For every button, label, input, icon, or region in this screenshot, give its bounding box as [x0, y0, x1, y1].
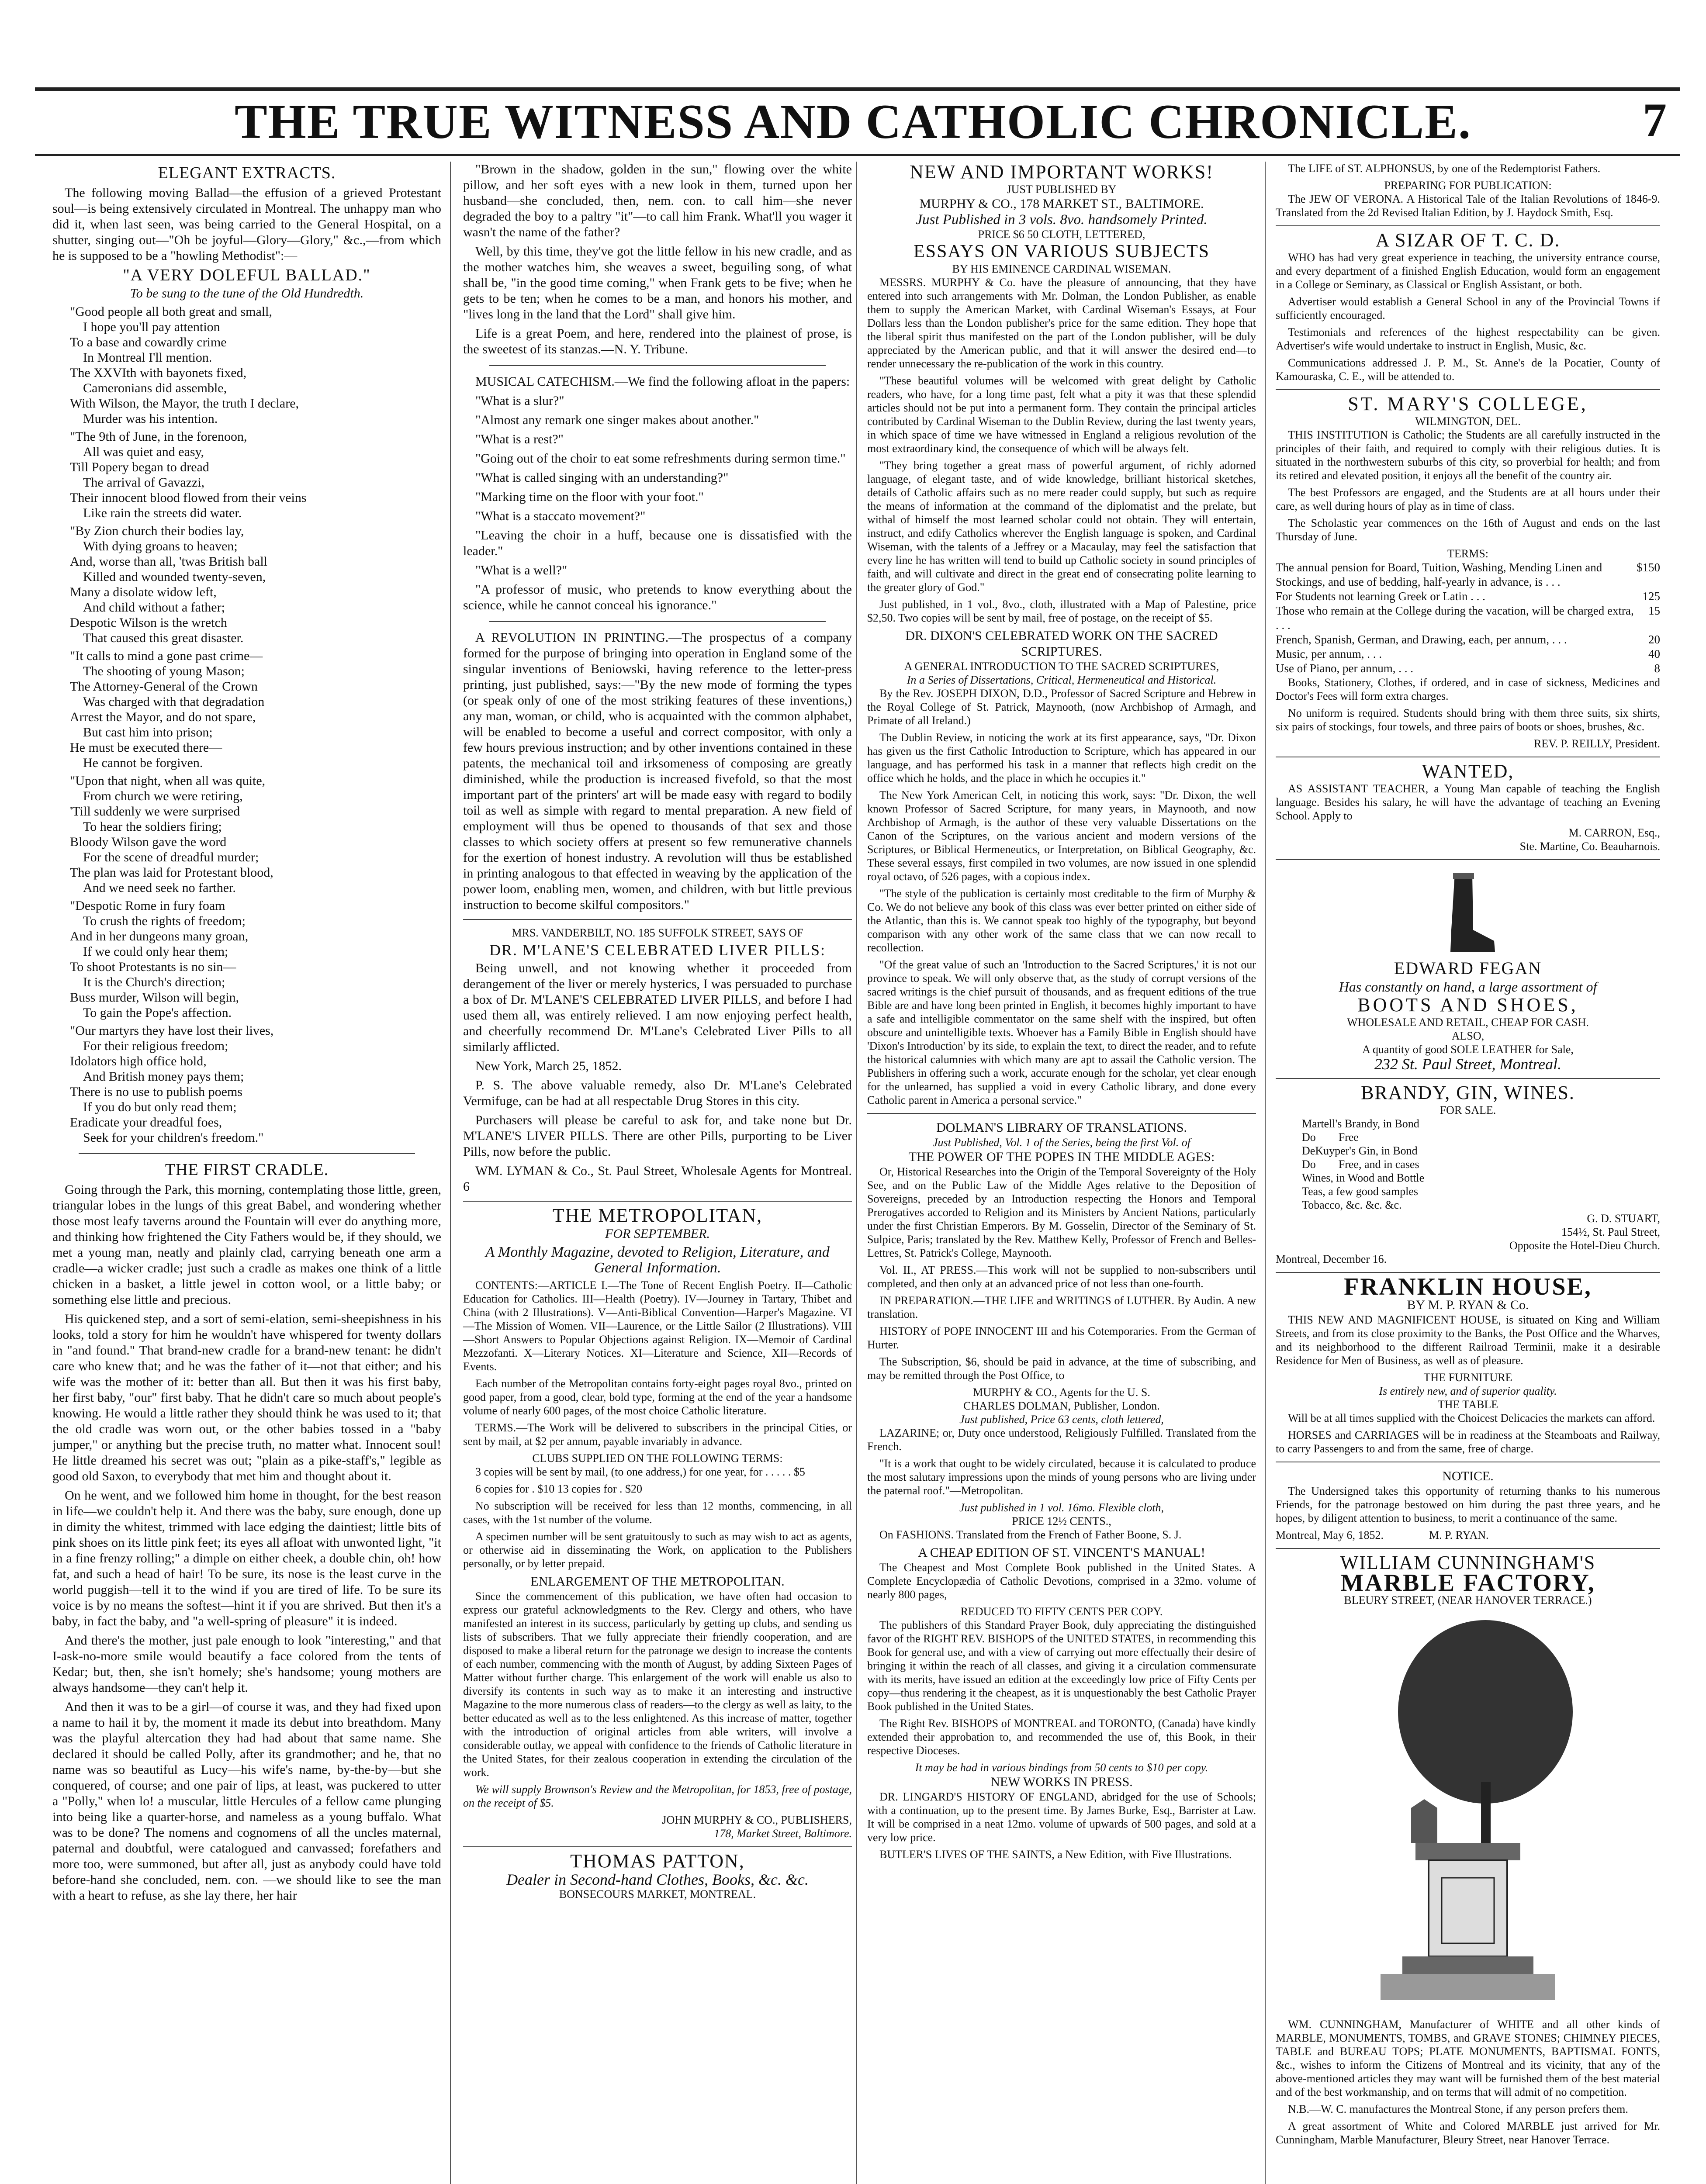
article-paragraph: MESSRS. MURPHY & Co. have the pleasure of announcing, that they have entered into such arrangements with Mr. Dolman, the London Publisher, as enable them to supply the American Market, with Cardinal Wiseman's Essays, at Four Dollars less than the London publisher's price for the same edition. They hope that the liberal spirit thus manifested on the part of the London publisher, will be duly appreciated by the American public, and that it will answer the desired end—to render unnecessary the re-publication of the work in this country. — [867, 276, 1256, 370]
article-paragraph: No subscription will be received for less than 12 months, commencing, in all cases, with the 1st number of the volume. — [463, 1500, 852, 1526]
divider — [1276, 389, 1660, 390]
ballad-line: 'Till suddenly we were surprised — [70, 804, 240, 819]
article-paragraph: The Right Rev. BISHOPS of MONTREAL and TORONTO, (Canada) have kindly extended their approbation to, and recommended the use of, this Book, in their respective Dioceses. — [867, 1717, 1256, 1757]
article-paragraph: And there's the mother, just pale enough to look "interesting," and that I-ask-no-more smile would beautify a face colored from the tents of Kedar; but, then, she isn't homely; she's handsome; young mothers are always handsome—they can't help it. — [52, 1633, 441, 1695]
article-paragraph: BUTLER'S LIVES OF THE SAINTS, a New Edition, with Five Illustrations. — [879, 1848, 1232, 1861]
article-paragraph: "The style of the publication is certainly most creditable to the firm of Murphy & Co. We do not believe any book of this class was ever better printed on either side of the Atlantic, than this is. We cannot speak too highly of the typography, but beyond comparison with any other work of the same class that we can now recall to recollection. — [867, 887, 1256, 954]
ballad-line: To gain the Pope's affection. — [83, 1006, 232, 1020]
ad-title: NEW WORKS IN PRESS. — [990, 1775, 1133, 1789]
ballad-line: "Upon that night, when all was quite, — [70, 774, 266, 788]
article-paragraph: P. S. The above valuable remedy, also Dr. M'Lane's Celebrated Vermifuge, can be had at all respectable Drug Stores in this city. — [463, 1078, 852, 1108]
divider — [463, 1201, 852, 1202]
terms-row — [1276, 632, 1660, 647]
ad-address: 232 St. Paul Street, Montreal. — [1374, 1055, 1562, 1073]
ballad-line: To crush the rights of freedom; — [83, 914, 246, 928]
article-paragraph: CONTENTS:—ARTICLE I.—The Tone of Recent English Poetry. II—Catholic Education for Catholics. III—Health (Poetry). IV—Journey in Tartary, Thibet and China (with 2 Illustrations). V—Anti-Biblical Convention—Harper's Magazine. VI—The Mission of Women. VII—Laurence, or the Little Sailor (2 Illustrations). VIII—Short Answers to Popular Objections against Religion. IX—Memoir of Cardinal Mezzofanti. X—Literary Notices. XI—Literature and Science, XII—Records of Events. — [463, 1279, 852, 1373]
article-paragraph: WM. LYMAN & Co., St. Paul Street, Wholesale Agents for Montreal. 6 — [463, 1164, 852, 1194]
ballad-line: For the scene of dreadful murder; — [83, 850, 259, 864]
mclane-ad — [463, 961, 852, 1195]
ballad-line: Killed and wounded twenty-seven, — [83, 570, 266, 584]
publisher-address: 178, Market Street, Baltimore. — [714, 1827, 852, 1840]
ballad-line: But cast him into prison; — [83, 725, 213, 740]
ad-title: ST. MARY'S COLLEGE, — [1348, 393, 1588, 415]
article-paragraph: The LIFE of ST. ALPHONSUS, by one of the Redemptorist Fathers. — [1288, 162, 1601, 175]
column-2 — [463, 162, 852, 2184]
ballad-line: That caused this great disaster. — [83, 631, 244, 645]
article-paragraph: "Of the great value of such an 'Introduction to the Sacred Scriptures,' it is not our province to speak. We will only observe that, as the study of corrupt versions of the sacred writings is the chief pursuit of thousands, and as frequent editions of the true Bible are and have long been printed in English, it becomes highly important to have a safe and intelligible commentator on the same shelf with the inspired, but often obscure and unintelligible texts. Whoever has a Family Bible in English should have 'Dixon's Introduction' by its side, to explain the text, to direct the reader, and to refute the historical calumnies with which many are apt to assail the Catholic version. The Publishers in offering such a work, accurate enough for the scholar, yet clear enough for the unlearned, has supplied a void in every Catholic library, and done every Catholic parent in America a personal service." — [867, 958, 1256, 1106]
ballad-stanza — [70, 648, 441, 771]
ballad-stanza — [70, 523, 441, 646]
terms-row — [1276, 647, 1660, 661]
stmary-ad — [1276, 428, 1660, 543]
article-paragraph: The following moving Ballad—the effusion of a grieved Protestant soul—is being extensively circulated in Montreal. The unhappy man who did it, when last seen, was being carried to the General Hospital, on a shutter, singing out—"Oh be joyful—Glory—Glory," &c.,—from which he is supposed to be a "howling Methodist":— — [52, 186, 441, 263]
ballad-title: "A VERY DOLEFUL BALLAD." — [123, 266, 371, 284]
article-paragraph: We will supply Brownson's Review and the Metropolitan, for 1853, free of postage, on the receipt of $5. — [463, 1783, 852, 1809]
column-1 — [52, 162, 441, 2184]
ballad-line: The plan was laid for Protestant blood, — [70, 865, 273, 880]
cradle-article — [52, 1182, 441, 1904]
article-paragraph: 3 copies will be sent by mail, (to one address,) for one year, for . . . . . $5 — [475, 1465, 805, 1478]
ad-title: A CHEAP EDITION OF ST. VINCENT'S MANUAL! — [918, 1545, 1205, 1560]
page-number: 7 — [1643, 93, 1667, 147]
ballad-line: To a base and cowardly crime — [70, 335, 227, 349]
ad-subheading: THE TABLE — [1437, 1398, 1498, 1411]
ad-address: Ste. Martine, Co. Beauharnois. — [1519, 840, 1660, 853]
article-paragraph: The Undersigned takes this opportunity of returning thanks to his numerous Friends, for the patronage bestowed on him during the past three years, and he hopes, by diligent attention to business, to merit a continuance of the same. — [1276, 1485, 1660, 1524]
ad-signature: REV. P. REILLY, President. — [1534, 737, 1660, 750]
ad-title: DOLMAN'S LIBRARY OF TRANSLATIONS. — [936, 1120, 1187, 1135]
article-paragraph: Since the commencement of this publication, we have often had occasion to express our grateful acknowledgments to the Rev. Clergy and others, who have manifested an interest in its success, particularly by getting up clubs, and sending us lists of subscribers. That we fully appreciate their friendly cooperation, and are disposed to make a liberal return for the patronage we design to increase the contents of each number, commencing with the month of August, by adding Sixteen Pages of Matter without further charge. This enlargement of the work will enable us also to diversify its contents in such way as to make it an interesting and instructive Magazine to the more numerous class of readers—to the clergy as well as laity, to the better educated as well as to the less enlightened. As this increase of matter, together with the introduction of original articles from able writers, will involve a considerable outlay, we appeal with confidence to the friends of Catholic literature in the United States, for their zealous cooperation in extending the circulation of the work. — [463, 1590, 852, 1779]
ballad-line: And, worse than all, 'twas British ball — [70, 554, 268, 569]
terms-price: 40 — [1648, 647, 1660, 660]
article-paragraph: "They bring together a great mass of powerful argument, of richly adorned language, of elegant taste, and of wide knowledge, brilliant historical sketches, details of Catholic affairs such as no mere reader could supply, but such as require the means of information at the command of the diplomatist and the prelate, but withal of himself the most learned scholar could not obtain. They will entertain, instruct, and edify Catholics wherever the English language is spoken, and Cardinal Wiseman, with the talents of a Jeffrey or a Macaulay, may feel the satisfaction that every line he has written will tend to build up Catholic society in sound principles of faith, and will cultivate and direct in the great end of consecrating polite learning to the greater glory of God." — [867, 459, 1256, 594]
ad-subheading: CLUBS SUPPLIED ON THE FOLLOWING TERMS: — [532, 1452, 783, 1465]
ballad-line: Bloody Wilson gave the word — [70, 835, 227, 849]
ad-description: A Monthly Magazine, devoted to Religion, Literature, and General Information. — [485, 1244, 830, 1276]
metropolitan-ad — [463, 1377, 852, 1448]
article-paragraph: "Going out of the choir to eat some refreshments during sermon time." — [475, 451, 846, 466]
terms-price: 125 — [1642, 590, 1660, 603]
brandy-list — [1302, 1117, 1660, 1212]
ballad-line: If you do but only read them; — [83, 1100, 237, 1114]
ad-title: DR. M'LANE'S CELEBRATED LIVER PILLS: — [489, 941, 826, 959]
ballad-line: The arrival of Gavazzi, — [83, 475, 205, 490]
article-paragraph: Or, Historical Researches into the Origin of the Temporal Sovereignty of the Holy See, and on the Public Law of the Middle Ages relative to the Deposition of Sovereigns, preceded by an Introduction respecting the Honors and Temporal Prerogatives accorded to Religion and its Ministers by Ancient Nations, particularly under the first Christian Emperors. By M. Gosselin, Director of the Seminary of St. Sulpice, Paris; translated by the Rev. Matthew Kelly, Professor of French and Belles-Lettres, St. Patrick's College, Maynooth. — [867, 1165, 1256, 1259]
ballad-stanza — [70, 773, 441, 895]
brandy-item: Do Free — [1302, 1131, 1359, 1144]
ad-header: MRS. VANDERBILT, NO. 185 SUFFOLK STREET, SAYS OF — [512, 926, 803, 939]
terms-label: For Students not learning Greek or Latin . . . — [1276, 590, 1485, 603]
ballad-line: And British money pays them; — [83, 1069, 244, 1084]
article-paragraph: LAZARINE; or, Duty once understood, Religiously Fulfilled. Translated from the French. — [867, 1427, 1256, 1453]
article-paragraph: Books, Stationery, Clothes, if ordered, and in case of sickness, Medicines and Doctor's Fees will form extra charges. — [1276, 676, 1660, 702]
article-paragraph: "A professor of music, who pretends to know everything about the science, while he cannot conceal his ignorance." — [463, 582, 852, 612]
ballad-line: From church we were retiring, — [83, 789, 243, 803]
article-paragraph: MUSICAL CATECHISM.—We find the following afloat in the papers: — [475, 374, 850, 389]
ad-address: Opposite the Hotel-Dieu Church. — [1509, 1239, 1660, 1252]
article-paragraph: Life is a great Poem, and here, rendered into the plainest of prose, is the sweetest of its stanzas.—N. Y. Tribune. — [463, 326, 852, 356]
ballad-line: "By Zion church their bodies lay, — [70, 524, 244, 538]
ad-description: Has constantly on hand, a large assortment of — [1339, 979, 1597, 995]
column-divider — [856, 162, 857, 2184]
article-paragraph: TERMS.—The Work will be delivered to subscribers in the principal Cities, or sent by mail, at $2 per annum, payable invariably in advance. — [463, 1421, 852, 1448]
ad-title: THOMAS PATTON, — [570, 1850, 745, 1872]
ballad-line: "Our martyrs they have lost their lives, — [70, 1023, 274, 1038]
ballad-line: Arrest the Mayor, and do not spare, — [70, 710, 256, 724]
ad-subheading: BY M. P. RYAN & Co. — [1407, 1298, 1529, 1312]
ballad-line: To shoot Protestants is no sin— — [70, 960, 236, 974]
masthead-rule-top — [35, 87, 1680, 91]
ballad-line: Many a disolate widow left, — [70, 585, 217, 599]
ad-note: It may be had in various bindings from 50 cents to $10 per copy. — [915, 1761, 1208, 1774]
ballad-stanza — [70, 429, 441, 521]
terms-label: Use of Piano, per annum, . . . — [1276, 662, 1413, 675]
divider — [1276, 859, 1660, 860]
terms-row — [1276, 604, 1660, 632]
brandy-item: Do Free, and in cases — [1302, 1158, 1419, 1171]
article-paragraph: On FASHIONS. Translated from the French of Father Boone, S. J. — [879, 1528, 1182, 1541]
article-paragraph: AS ASSISTANT TEACHER, a Young Man capable of teaching the English language. Besides his salary, he will have the advantage of teaching an Evening School. Apply to — [1276, 782, 1660, 822]
article-paragraph: "These beautiful volumes will be welcomed with great delight by Catholic readers, who have, for a long time past, felt what a pity it was that these splendid articles should not be put into a permanent form. They contain the principal articles contributed by Cardinal Wiseman to the Dublin Review, during the last twenty years, in which space of time we have witnessed in England a religious revolution of the most extraordinary kind, the consequence of which will be always felt. — [867, 374, 1256, 455]
monument-illustration-icon — [1354, 1616, 1581, 2009]
brandy-item: DeKuyper's Gin, in Bond — [1302, 1144, 1418, 1157]
ad-title: DR. DIXON'S CELEBRATED WORK ON THE SACRED SCRIPTURES. — [905, 629, 1218, 659]
column-divider — [1265, 162, 1266, 2184]
article-paragraph: No uniform is required. Students should bring with them three suits, six shirts, six pairs of stockings, four towels, and three pairs of boots or shoes, brushes, &c. — [1276, 707, 1660, 733]
article-paragraph: Advertiser would establish a General School in any of the Provincial Towns if sufficiently encouraged. — [1276, 295, 1660, 321]
ad-subheading: In a Series of Dissertations, Critical, Hermeneutical and Historical. — [907, 674, 1217, 686]
brandy-item: Wines, in Wood and Bottle — [1302, 1171, 1425, 1184]
article-paragraph: The best Professors are engaged, and the Students are at all hours under their care, as well during hours of play as in time of class. — [1276, 486, 1660, 512]
brandy-item: Tobacco, &c. &c. &c. — [1302, 1199, 1402, 1211]
sizar-ad — [1276, 251, 1660, 383]
terms-price: 20 — [1648, 633, 1660, 646]
ballad-line: Was charged with that degradation — [83, 695, 265, 709]
article-paragraph: "It is a work that ought to be widely circulated, because it is calculated to produce the most salutary impressions upon the minds of young persons who are living under the paternal roof."—Metropolitan. — [867, 1457, 1256, 1497]
terms-label: French, Spanish, German, and Drawing, each, per annum, . . . — [1276, 633, 1567, 646]
ad-signature: G. D. STUART, — [1587, 1212, 1660, 1225]
article-paragraph: Just published, in 1 vol., 8vo., cloth, illustrated with a Map of Palestine, price $2,50. Two copies will be sent by mail, free of postage, on the receipt of $5. — [867, 598, 1256, 624]
article-paragraph: The publishers of this Standard Prayer Book, duly appreciating the distinguished favor of the RIGHT REV. BISHOPS of the UNITED STATES, in recommending this Book for general use, and with a view of carrying out more effectually their desire of bringing it within the reach of all classes, and giving it a circulation commensurate with its merits, have issued an edition at the exceedingly low price of Fifty Cents per copy—thus rendering it the cheapest, as it is unquestionably the best Catholic Prayer Book published in the United States. — [867, 1619, 1256, 1713]
ad-subheading: A GENERAL INTRODUCTION TO THE SACRED SCRIPTURES, — [904, 660, 1219, 673]
ad-signature: Montreal, May 6, 1852. M. P. RYAN. — [1276, 1529, 1489, 1541]
boot-icon — [1437, 869, 1498, 956]
ad-subheading: WHOLESALE AND RETAIL, CHEAP FOR CASH. — [1347, 1016, 1589, 1029]
ad-subtitle: FOR SEPTEMBER. — [605, 1227, 710, 1241]
divider — [489, 365, 826, 366]
article-paragraph: "What is a staccato movement?" — [475, 509, 646, 523]
article-paragraph: The Cheapest and Most Complete Book published in the United States. A Complete Encyclopædia of Catholic Devotions, comprised in a 32mo. volume of nearly 800 pages, — [867, 1561, 1256, 1601]
ballad-line: Like rain the streets did water. — [83, 506, 242, 520]
article-paragraph: THIS INSTITUTION is Catholic; the Students are all carefully instructed in the principles of their faith, and required to comply with their religious duties. It is situated in the northwestern suburbs of this city, so proverbial for health; and from its retired and elevated position, it enjoys all the benefit of the country air. — [1276, 429, 1660, 482]
ad-title: FRANKLIN HOUSE, — [1344, 1273, 1592, 1300]
terms-label: Music, per annum, . . . — [1276, 647, 1382, 660]
ballad-verses — [52, 304, 441, 1145]
divider — [1276, 1272, 1660, 1273]
terms-row — [1276, 589, 1660, 604]
ad-title: BRANDY, GIN, WINES. — [1361, 1082, 1575, 1103]
section-heading: THE FIRST CRADLE. — [165, 1161, 329, 1179]
divider — [463, 919, 852, 920]
article-paragraph: On he went, and we followed him home in thought, for the best reason in life—we couldn't help it. And there was the baby, sure enough, done up in dimity the whitest, trimmed with lace edging the daintiest; little bits of pink shoes on its little pink feet; its eyes all afloat with unwonted light, "it in a fine frenzy rolling;" a dimple on either cheek, a double chin, oh! how fat, and such a head of hair! To be sure, its nose is the least curve in the world puggish—tell it to the wind if you are tired of life. To be sure its voice is by no means the softest—hint it if you are shrived. But then it's a baby, in fact the baby, and "a well-spring of pleasure" it is indeed. — [52, 1488, 441, 1628]
article-paragraph: The New York American Celt, in noticing this work, says: "Dr. Dixon, the well known Professor of Sacred Scripture, for many years, in Maynooth, and now Archbishop of Armagh, is the author of these very valuable Dissertations on the Canon of the Scriptures, on the various ancient and modern versions of the Scriptures, or Biblical Hermeneutics, or Interpretation, on Biblical Geography, &c. These several essays, first compiled in two volumes, are now issued in one splendid royal octavo, of 526 pages, with a copious index. — [867, 789, 1256, 883]
ballad-line: "Good people all both great and small, — [70, 304, 272, 319]
ballad-line: Idolators high office hold, — [70, 1054, 207, 1068]
ad-price: PRICE 12½ CENTS., — [1012, 1515, 1111, 1527]
article-paragraph: Each number of the Metropolitan contains forty-eight pages royal 8vo., printed on good paper, from a good, clear, bold type, forming at the end of the year a handsome volume of nearly 600 pages, of the most choice Catholic literature. — [463, 1377, 852, 1417]
cradle-article-continued — [463, 162, 852, 357]
article-paragraph: The Scholastic year commences on the 16th of August and ends on the last Thursday of June. — [1276, 517, 1660, 543]
ballad-line: Their innocent blood flowed from their veins — [70, 491, 307, 505]
ballad-line: "It calls to mind a gone past crime— — [70, 649, 263, 663]
ballad-line: With dying groans to heaven; — [83, 539, 238, 553]
ad-publisher: CHARLES DOLMAN, Publisher, London. — [963, 1400, 1160, 1412]
ad-price: REDUCED TO FIFTY CENTS PER COPY. — [960, 1605, 1163, 1618]
ballad-line: The shooting of young Mason; — [83, 664, 245, 678]
article-paragraph: And then it was to be a girl—of course it was, and they had fixed upon a name to hail it by, the moment it made its debut into breathdom. Many was the playful altercation they had had about that same name. She declared it should be called Polly, after its grandmother; and he, that no name was so beautiful as Lucy—his wife's name, by-the-by—but she conquered, of course; and one pair of lips, at least, was puckered to utter a "Polly," when lo! a muscular, little Hercules of a fellow came plunging into being like a quarter-horse, and nameless as a young buffalo. What was to be done? The nomens and cognomens of all the uncles maternal, paternal and doubtful, were catalogued and canvassed; forefathers and more too, were summoned, but after all, just as anybody could have told before-hand she concluded, nem. con. —we should like to see the man with a heart to refuse, as she lay there, her hair — [52, 1700, 441, 1903]
ad-subheading: Just published, Price 63 cents, cloth lettered, — [959, 1413, 1164, 1426]
ballad-line: "Despotic Rome in fury foam — [70, 898, 225, 913]
article-paragraph: HORSES and CARRIAGES will be in readiness at the Steamboats and Railway, to carry Passengers to and from the same, free of charge. — [1276, 1429, 1660, 1455]
ad-description: Dealer in Second-hand Clothes, Books, &c. &c. — [506, 1871, 809, 1888]
popes-ad — [867, 1165, 1256, 1382]
ballad-line: He cannot be forgiven. — [83, 756, 203, 770]
ad-subheading: ALSO, — [1451, 1030, 1485, 1042]
article-paragraph: WHO has had very great experience in teaching, the university entrance course, and every department of a finished English Education, would form an engagement in a College or Seminary, as Classical or English Assistant, or both. — [1276, 251, 1660, 291]
ad-title: WANTED, — [1422, 760, 1514, 782]
article-paragraph: New York, March 25, 1852. — [475, 1059, 622, 1073]
ballad-line: With Wilson, the Mayor, the truth I declare, — [70, 396, 299, 411]
article-paragraph: The JEW OF VERONA. A Historical Tale of the Italian Revolutions of 1846-9. Translated from the 2d Revised Italian Edition, by J. Haydock Smith, Esq. — [1276, 193, 1660, 219]
article-paragraph: A great assortment of White and Colored MARBLE just arrived for Mr. Cunningham, Marble Manufacturer, Bleury Street, near Hanover Terrace. — [1276, 2120, 1660, 2146]
ballad-line: Despotic Wilson is the wretch — [70, 615, 227, 630]
article-paragraph: "What is a well?" — [475, 563, 568, 577]
article-paragraph: The Dublin Review, in noticing the work at its first appearance, says, "Dr. Dixon has given us the first Catholic Introduction to Scripture, which has appeared in our language, and has performed his task in a manner that reflects high credit on the office which he holds, and the place in which he occupies it." — [867, 731, 1256, 784]
article-paragraph: Being unwell, and not knowing whether it proceeded from derangement of the liver or merely hysterics, I was persuaded to purchase a box of Dr. M'LANE'S CELEBRATED LIVER PILLS, and before I had used them all, was entirely relieved. I am now enjoying perfect health, and cheerfully recommend Dr. M'Lane's Celebrated Liver Pills to all similarly afflicted. — [463, 961, 852, 1054]
ad-subheading: TERMS: — [1447, 547, 1488, 560]
divider — [1276, 1548, 1660, 1549]
article-paragraph: Testimonials and references of the highest respectability can be given. Advertiser's wife would undertake to instruct in English, Music, &c. — [1276, 326, 1660, 352]
terms-list — [1276, 560, 1660, 676]
article-paragraph: DR. LINGARD'S HISTORY OF ENGLAND, abridged for the use of Schools; with a continuation, up to the present time. By James Burke, Esq., Barrister at Law. It will be comprised in a neat 12mo. volume of upwards of 500 pages, and sold at a very low price. — [867, 1790, 1256, 1844]
ballad-line: Eradicate your dreadful foes, — [70, 1115, 222, 1130]
divider — [463, 1846, 852, 1847]
ad-place: WILMINGTON, DEL. — [1415, 415, 1521, 428]
article-paragraph: HISTORY of POPE INNOCENT III and his Cotemporaries. From the German of Hurter. — [867, 1325, 1256, 1351]
ballad-line: The Attorney-General of the Crown — [70, 679, 258, 694]
column-3 — [867, 162, 1256, 2184]
newspaper-title: THE TRUE WITNESS AND CATHOLIC CHRONICLE. — [235, 95, 1471, 149]
ad-signature: M. CARRON, Esq., — [1568, 826, 1660, 839]
ad-date: Montreal, December 16. — [1276, 1253, 1387, 1265]
ad-author: BY HIS EMINENCE CARDINAL WISEMAN. — [952, 263, 1171, 275]
divider — [1276, 1078, 1660, 1079]
article-paragraph: THIS NEW AND MAGNIFICENT HOUSE, is situated on King and William Streets, and from its close proximity to the Banks, the Post Office and the Wharves, and its neighborhood to the different Railroad Terminii, make it a desirable Residence for Men of Business, as well as of pleasure. — [1276, 1313, 1660, 1367]
divider — [867, 1113, 1256, 1114]
ballad-line: Murder was his intention. — [83, 411, 218, 426]
article-paragraph: A REVOLUTION IN PRINTING.—The prospectus of a company formed for the purpose of bringing into operation in England some of the singular inventions of Beniowski, having reference to the letter-press printing, just published, says:—"By the new mode of forming the types (or speak only of one of the most striking features of these inventions,) any man, woman, or child, who is acquainted with the common alphabet, will be enabled to become a useful and correct compositor, with only a few hours previous instruction; and by other inventions contained in these patents, the mechanical toil and irksomeness of composing are greatly diminished, while the production is increased fivefold, so that the most important part of the printers' art will be made easy with regard to bodily toil as well as simple with regard to mental preparation. A new field of employment will thus be opened to thousands of that sex and those classes to which society offers at present so few remunerative channels for the exertion of honest industry. A revolution will thus be established in printing analogous to that effected in weaving by the application of the power loom, enabling men, women, and children, with but little previous instruction to become skilful compositors." — [463, 630, 852, 912]
ballad-stanza — [70, 898, 441, 1020]
ad-title: BOOTS AND SHOES, — [1357, 994, 1578, 1016]
article-paragraph: N.B.—W. C. manufactures the Montreal Stone, if any person prefers them. — [1288, 2103, 1628, 2115]
ad-price: PRICE $6 50 CLOTH, LETTERED, — [978, 228, 1145, 241]
ballad-line: And child without a father; — [83, 600, 225, 615]
ad-subheading: FOR SALE. — [1440, 1104, 1496, 1116]
ballad-line: There is no use to publish poems — [70, 1085, 242, 1099]
essays-ad — [867, 276, 1256, 625]
ad-title: EDWARD FEGAN — [1394, 958, 1542, 978]
section-heading: ELEGANT EXTRACTS. — [158, 164, 336, 182]
ad-title: MARBLE FACTORY, — [1340, 1569, 1595, 1597]
ad-description: Is entirely new, and of superior quality. — [1379, 1385, 1557, 1397]
ad-address: BLEURY STREET, (NEAR HANOVER TERRACE.) — [1344, 1594, 1592, 1607]
article-paragraph: Well, by this time, they've got the little fellow in his new cradle, and as the mother watches him, she weaves a sweet, beguiling song, of what shall be, "in the good time coming," when Frank gets to be five; when he gets to be ten; when he comes to be a man, and honors his mother, and "lives long in the land that the Lord" shall give him. — [463, 244, 852, 321]
article-paragraph: "Almost any remark one singer makes about another." — [475, 413, 759, 427]
ad-address: BONSECOURS MARKET, MONTREAL. — [559, 1888, 756, 1901]
brandy-item: Martell's Brandy, in Bond — [1302, 1117, 1419, 1130]
ad-description: Just Published in 3 vols. 8vo. handsomely Printed. — [916, 212, 1208, 228]
article-paragraph: "Marking time on the floor with your foot." — [475, 490, 704, 504]
divider — [489, 621, 826, 622]
ballad-line: "The 9th of June, in the forenoon, — [70, 429, 247, 444]
metropolitan-ad-more — [463, 1499, 852, 1570]
column-divider — [450, 162, 451, 2184]
article-paragraph: 6 copies for . $10 13 copies for . $20 — [475, 1482, 642, 1495]
ballad-line: Buss murder, Wilson will begin, — [70, 990, 239, 1005]
ballad-tune: To be sung to the tune of the Old Hundredth. — [130, 286, 364, 301]
terms-price: 8 — [1654, 662, 1660, 675]
ballad-line: If we could only hear them; — [83, 944, 228, 959]
article-paragraph: "What is called singing with an understanding?" — [475, 470, 729, 485]
publisher-name: JOHN MURPHY & CO., PUBLISHERS, — [662, 1814, 852, 1826]
dixon-ad — [867, 687, 1256, 1107]
article-paragraph: A specimen number will be sent gratuitously to such as may wish to act as agents, or otherwise aid in disseminating the Work, on application to the Publishers personally, or by letter prepaid. — [463, 1530, 852, 1570]
ballad-stanza — [70, 1023, 441, 1145]
ballad-line: Cameronians did assemble, — [83, 381, 227, 395]
terms-label: The annual pension for Board, Tuition, Washing, Mending Linen and Stockings, and use of bedding, half-yearly in advance, is . . . — [1276, 561, 1602, 588]
terms-row — [1276, 661, 1660, 676]
ballad-stanza — [70, 304, 441, 426]
ballad-line: It is the Church's direction; — [83, 975, 225, 989]
ad-publisher: MURPHY & CO., 178 MARKET ST., BALTIMORE. — [919, 197, 1204, 211]
ad-title: WILLIAM CUNNINGHAM'S — [1340, 1552, 1596, 1573]
masthead-rule-bottom — [35, 154, 1680, 156]
article-paragraph: Vol. II., AT PRESS.—This work will not be supplied to non-subscribers until completed, and then only at an advanced price of not less than one-fourth. — [867, 1264, 1256, 1290]
article-paragraph: By the Rev. JOSEPH DIXON, D.D., Professor of Sacred Scripture and Hebrew in the Royal College of St. Patrick, Maynooth, (now Archbishop of Armagh, and Primate of all Ireland.) — [867, 687, 1256, 727]
ballad-line: I hope you'll pay attention — [83, 320, 220, 334]
article-paragraph: Going through the Park, this morning, contemplating those little, green, triangular lobes in the lungs of this great Babel, and wondering whether those most leafy taverns around the Fountain will ever do anything more, and thinking how frightened the City Fathers would be, if they should, we met a young man, neatly and plainly clad, carrying beneath one arm a cradle—a wicker cradle; just such a cradle as makes one think of a little chicken in a basket, a little jewel in cotton wool, or a little baby; or something else little and precious. — [52, 1182, 441, 1307]
ballad-line: The XXVIth with bayonets fixed, — [70, 366, 247, 380]
divider — [79, 1153, 415, 1154]
terms-price: 15 — [1648, 604, 1660, 617]
ad-subheading: Just published in 1 vol. 16mo. Flexible cloth, — [959, 1501, 1164, 1514]
column-4 — [1276, 162, 1660, 2184]
ad-title: THE METROPOLITAN, — [552, 1205, 763, 1226]
ballad-line: Till Popery began to dread — [70, 460, 209, 474]
ad-subheading: THE FURNITURE — [1423, 1371, 1512, 1384]
article-paragraph: Will be at all times supplied with the Choicest Delicacies the markets can afford. — [1288, 1412, 1655, 1424]
ballad-line: All was quiet and easy, — [83, 445, 204, 459]
article-paragraph: The Subscription, $6, should be paid in advance, at the time of subscribing, and may be remitted through the Post Office, to — [867, 1355, 1256, 1382]
ad-title: THE POWER OF THE POPES IN THE MIDDLE AGES: — [908, 1150, 1215, 1164]
ad-description: A quantity of good SOLE LEATHER for Sale, — [1362, 1043, 1574, 1056]
article-paragraph: Communications addressed J. P. M., St. Anne's de la Pocatier, County of Kamouraska, C. E., will be attended to. — [1276, 356, 1660, 383]
article-paragraph: "Leaving the choir in a huff, because one is dissatisfied with the leader." — [463, 528, 852, 558]
catechism-list — [463, 393, 852, 613]
ballad-line: To hear the soldiers firing; — [83, 819, 222, 834]
ad-address: 154½, St. Paul Street, — [1561, 1226, 1660, 1238]
terms-price: $150 — [1637, 561, 1660, 574]
divider — [1276, 225, 1660, 226]
masthead — [0, 0, 1706, 157]
clubs-list — [463, 1465, 852, 1496]
ad-subheading: Just Published, Vol. 1 of the Series, being the first Vol. of — [932, 1136, 1190, 1149]
article-paragraph: WM. CUNNINGHAM, Manufacturer of WHITE and all other kinds of MARBLE, MONUMENTS, TOMBS, and GRAVE STONES; CHIMNEY PIECES, TABLE and BUREAU TOPS; PLATE MONUMENTS, BAPTISMAL FONTS, &c., wishes to inform the Citizens of Montreal and its vicinity, that any of the above-mentioned articles they may want will be furnished them of the best material and of the best workmanship, and on terms that will admit of no competition. — [1276, 2018, 1660, 2098]
ad-subheading: PREPARING FOR PUBLICATION: — [1384, 179, 1552, 192]
article-paragraph: "What is a slur?" — [475, 394, 564, 408]
article-paragraph: Purchasers will please be careful to ask for, and take none but Dr. M'LANE'S LIVER PILLS. There are other Pills, purporting to be Liver Pills, now before the public. — [463, 1113, 852, 1159]
ballad-line: In Montreal I'll mention. — [83, 350, 212, 365]
ad-subheading: JUST PUBLISHED BY — [1007, 183, 1117, 196]
ballad-line: And we need seek no farther. — [83, 881, 236, 895]
ad-title: NEW AND IMPORTANT WORKS! — [910, 162, 1214, 183]
brandy-item: Teas, a few good samples — [1302, 1185, 1419, 1198]
terms-row — [1276, 560, 1660, 589]
ad-title: A SIZAR OF T. C. D. — [1375, 229, 1561, 251]
article-paragraph: "What is a rest?" — [475, 432, 564, 446]
article-paragraph: IN PREPARATION.—THE LIFE and WRITINGS of LUTHER. By Audin. A new translation. — [867, 1294, 1256, 1320]
vincent-ad — [867, 1618, 1256, 1757]
article-paragraph: "Brown in the shadow, golden in the sun," flowing over the white pillow, and her soft eyes with a new look in them, turned upon her husband—she concluded, then, nem. con. to call him—she never degraded the boy to a paltry "it"—to call him Frank. What'll you wager it wasn't the name of the father? — [463, 162, 852, 239]
terms-label: Those who remain at the College during the vacation, will be charged extra, . . . — [1276, 604, 1634, 632]
ballad-line: Seek for your children's freedom." — [83, 1130, 264, 1145]
ballad-line: He must be executed there— — [70, 740, 222, 755]
ballad-line: For their religious freedom; — [83, 1039, 228, 1053]
ballad-line: And in her dungeons many groan, — [70, 929, 249, 943]
ad-agents: MURPHY & CO., Agents for the U. S. — [973, 1386, 1150, 1399]
ad-subheading: ENLARGEMENT OF THE METROPOLITAN. — [530, 1574, 785, 1589]
ad-title: ESSAYS ON VARIOUS SUBJECTS — [914, 242, 1210, 262]
article-paragraph: His quickened step, and a sort of semi-elation, semi-sheepishness in his looks, told a story for him he wouldn't have whispered for twenty dollars in "and found." That brand-new cradle for a brand-new tenant: he didn't care who knew that; and he was the father of it—not that either; and his wife was the mother of it: better than all. But then it was his first baby, her first baby, "our" first baby. That he didn't care so much about people's knowing. He would a little rather they should think he was used to it; that the old cradle was worn out, or the other babies tossed in a "baby jumper," or anything but the precise truth, no matter what. Innocent soul! He little dreamed his secret was out; "plain as a pike-staff's," legible as good old Saxon, to everybody that met him and thought about it. — [52, 1312, 441, 1483]
ad-title: NOTICE. — [1442, 1469, 1494, 1483]
